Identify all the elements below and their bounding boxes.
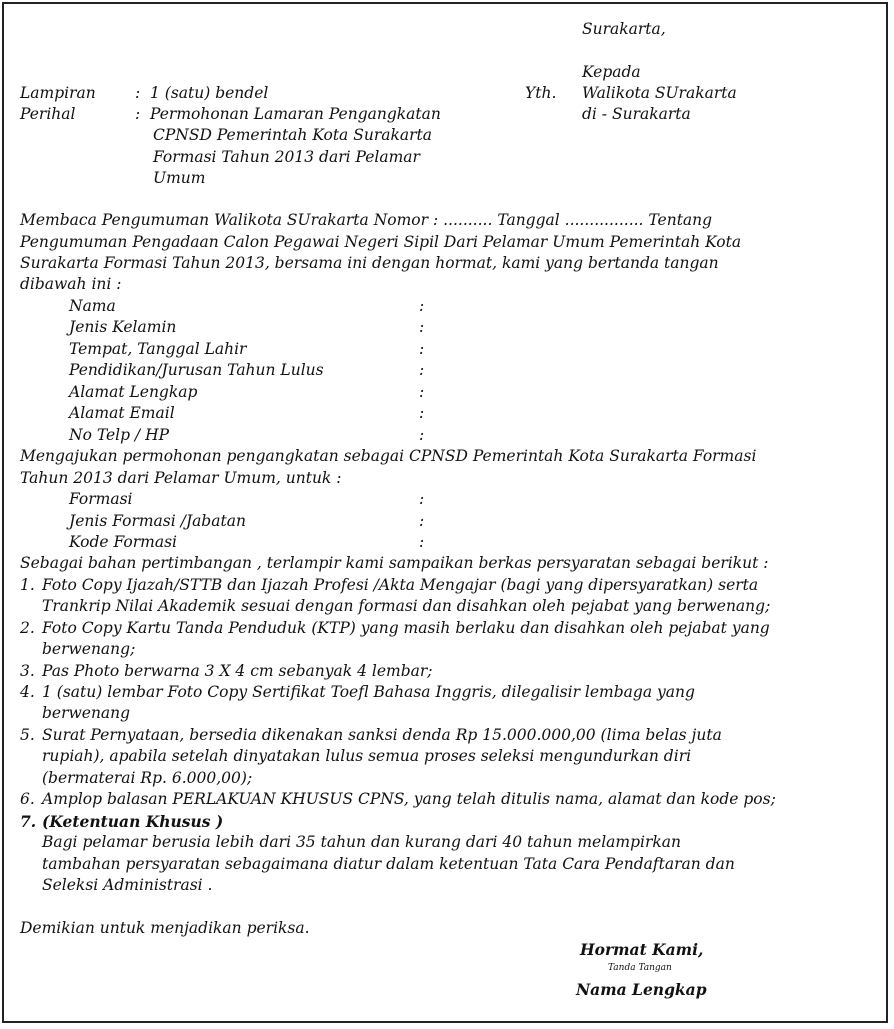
field-colon: : [419, 490, 425, 508]
req-line: tambahan persyaratan sebagaimana diatur dalam ketentuan Tata Cara Pendaftaran dan [42, 855, 735, 873]
req-line: Pas Photo berwarna 3 X 4 cm sebanyak 4 lembar; [42, 662, 433, 680]
field-colon: : [419, 533, 425, 551]
req-line: Bagi pelamar berusia lebih dari 35 tahun dan kurang dari 40 tahun melampirkan [42, 833, 681, 851]
field-label-telp: No Telp / HP [69, 426, 170, 444]
lampiran-colon: : [135, 84, 141, 102]
closing-text: Demikian untuk menjadikan periksa. [20, 919, 310, 937]
field-colon: : [419, 512, 425, 530]
req-number: 4. [20, 683, 35, 701]
perihal-line: Permohonan Lamaran Pengangkatan [150, 105, 441, 123]
lampiran-value: 1 (satu) bendel [150, 84, 269, 102]
intro-line: Membaca Pengumuman Walikota SUrakarta Nomor : .......... Tanggal ................ Tentang [20, 211, 713, 229]
field-label-nama: Nama [69, 297, 116, 315]
signature-greeting: Hormat Kami, [580, 940, 704, 959]
req-line: Amplop balasan PERLAKUAN KHUSUS CPNS, yang telah ditulis nama, alamat dan kode pos; [42, 790, 776, 808]
req-line: Seleksi Administrasi . [42, 876, 213, 894]
req-line: (bermaterai Rp. 6.000,00); [42, 769, 253, 787]
intro-line: Surakarta Formasi Tahun 2013, bersama ini dengan hormat, kami yang bertanda tangan [20, 254, 719, 272]
perihal-colon: : [135, 105, 141, 123]
req-line: rupiah), apabila setelah dinyatakan lulus semua proses seleksi mengundurkan diri [42, 747, 692, 765]
req-line: Foto Copy Ijazah/STTB dan Ijazah Profesi /Akta Mengajar (bagi yang dipersyaratkan) serta [42, 576, 759, 594]
field-label-ttl: Tempat, Tanggal Lahir [69, 340, 247, 358]
recipient-name: Walikota SUrakarta [582, 84, 737, 102]
req-line: Trankrip Nilai Akademik sesuai dengan formasi dan disahkan oleh pejabat yang berwenang; [42, 597, 771, 615]
intro-line: Pengumuman Pengadaan Calon Pegawai Negeri Sipil Dari Pelamar Umum Pemerintah Kota [20, 233, 742, 251]
req-line: 1 (satu) lembar Foto Copy Sertifikat Toefl Bahasa Inggris, dilegalisir lembaga yang [42, 683, 695, 701]
req-number: 1. [20, 576, 35, 594]
req-heading: (Ketentuan Khusus ) [42, 812, 224, 831]
intro-line: dibawah ini : [20, 275, 122, 293]
field-label-jenis-formasi: Jenis Formasi /Jabatan [69, 512, 246, 530]
attach-intro: Sebagai bahan pertimbangan , terlampir kami sampaikan berkas persyaratan sebagai berikut : [20, 554, 769, 572]
req-number: 2. [20, 619, 35, 637]
recipient-location: di - Surakarta [582, 105, 691, 123]
yth-label: Yth. [525, 84, 557, 102]
req-number: 5. [20, 726, 35, 744]
req-number: 6. [20, 790, 35, 808]
field-colon: : [419, 404, 425, 422]
lampiran-label: Lampiran [20, 84, 96, 102]
req-number: 3. [20, 662, 35, 680]
field-colon: : [419, 297, 425, 315]
kepada-label: Kepada [582, 63, 641, 81]
req-line: berwenang [42, 704, 131, 722]
field-colon: : [419, 383, 425, 401]
signature-sign: Tanda Tangan [608, 963, 672, 973]
perihal-line: CPNSD Pemerintah Kota Surakarta [153, 126, 432, 144]
signature-name: Nama Lengkap [576, 980, 707, 999]
req-line: Surat Pernyataan, bersedia dikenakan sanksi denda Rp 15.000.000,00 (lima belas juta [42, 726, 722, 744]
field-label-formasi: Formasi [69, 490, 133, 508]
request-line: Mengajukan permohonan pengangkatan sebagai CPNSD Pemerintah Kota Surakarta Formasi [20, 447, 757, 465]
field-colon: : [419, 426, 425, 444]
req-line: berwenang; [42, 640, 136, 658]
perihal-label: Perihal [20, 105, 76, 123]
letter-place-date: Surakarta, [582, 20, 666, 38]
request-line: Tahun 2013 dari Pelamar Umum, untuk : [20, 469, 342, 487]
field-colon: : [419, 318, 425, 336]
perihal-line: Umum [153, 169, 206, 187]
field-label-pendidikan: Pendidikan/Jurusan Tahun Lulus [69, 361, 324, 379]
req-number: 7. [20, 812, 37, 831]
letter-page [2, 2, 888, 1023]
field-label-jenis-kelamin: Jenis Kelamin [69, 318, 177, 336]
req-line: Foto Copy Kartu Tanda Penduduk (KTP) yang masih berlaku dan disahkan oleh pejabat yang [42, 619, 770, 637]
field-label-email: Alamat Email [69, 404, 175, 422]
field-colon: : [419, 361, 425, 379]
field-colon: : [419, 340, 425, 358]
perihal-line: Formasi Tahun 2013 dari Pelamar [153, 148, 420, 166]
field-label-kode-formasi: Kode Formasi [69, 533, 178, 551]
field-label-alamat: Alamat Lengkap [69, 383, 198, 401]
